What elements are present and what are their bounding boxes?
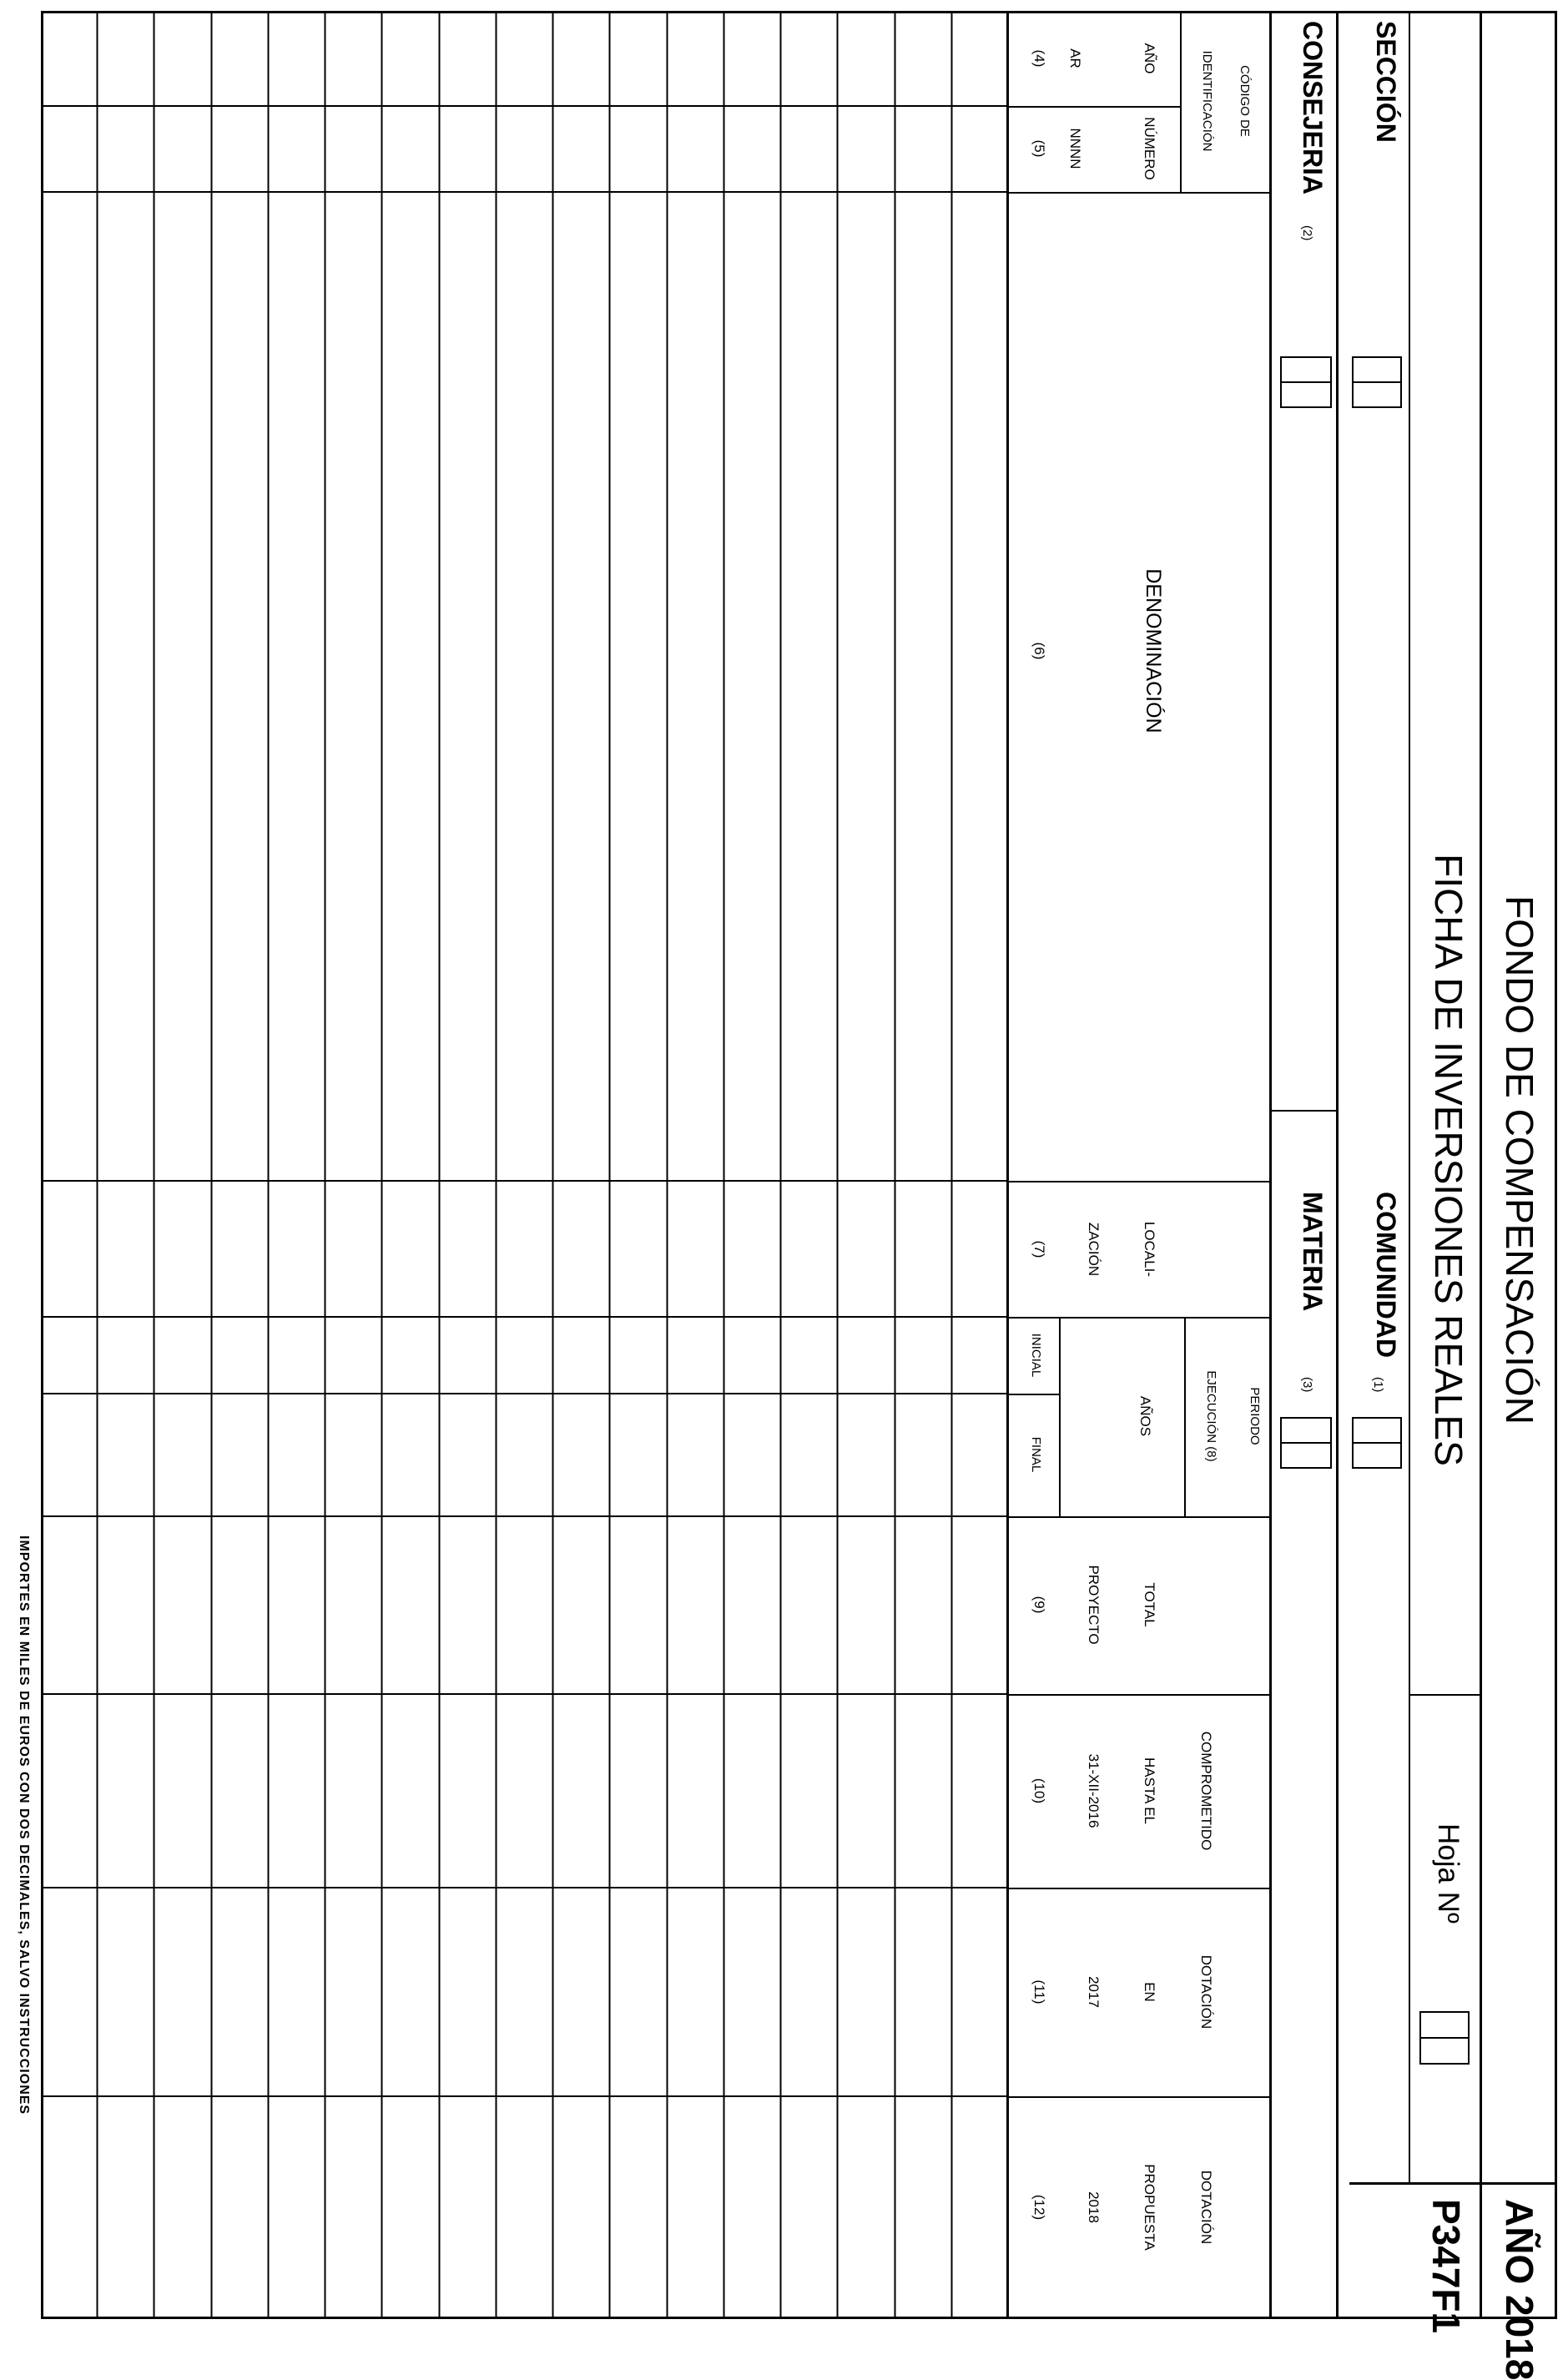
col-inicial: INICIAL [1029,1333,1043,1378]
table-row[interactable] [611,11,668,2319]
col-codigo-1: CÓDIGO DE [1238,65,1252,137]
table-row[interactable] [41,11,98,2319]
col-dotacion-2018-2: PROPUESTA [1142,2164,1157,2251]
col-anio: AÑO [1142,43,1157,74]
col-localizacion-1: LOCALI- [1142,1221,1157,1278]
col-final: FINAL [1029,1436,1043,1473]
consejeria-note: (2) [1300,225,1314,241]
col-comprometido-3: 31-XII-2016 [1086,1753,1102,1828]
table-row[interactable] [839,11,895,2319]
col-nnnn: NNNN [1067,128,1083,169]
comunidad-note: (1) [1371,1377,1385,1393]
table-row[interactable] [952,11,1009,2319]
form-subtitle: FICHA DE INVERSIONES REALES [1427,854,1470,1466]
col-dotacion-2017-3: 2017 [1086,1976,1102,2008]
table-row[interactable] [155,11,212,2319]
table-row[interactable] [724,11,781,2319]
table-row[interactable] [269,11,325,2319]
table-row[interactable] [98,11,154,2319]
table-row[interactable] [440,11,497,2319]
seccion-label: SECCIÓN [1371,21,1401,143]
table-row[interactable] [553,11,610,2319]
col-n5: (5) [1031,139,1047,158]
footer-note: IMPORTES EN MILES DE EUROS CON DOS DECIMALES, SALVO INSTRUCCIONES [17,1535,31,2115]
col-dotacion-2018-3: 2018 [1086,2191,1102,2223]
table-row[interactable] [895,11,952,2319]
consejeria-label: CONSEJERIA [1298,21,1328,195]
col-n12: (12) [1031,2194,1047,2221]
col-total-2: PROYECTO [1086,1565,1102,1645]
col-numero: NÚMERO [1142,117,1157,180]
materia-note: (3) [1300,1377,1314,1393]
table-row[interactable] [212,11,269,2319]
data-table [41,11,1009,2319]
col-ar: AR [1067,48,1083,68]
comunidad-label: COMUNIDAD [1371,1192,1401,1359]
col-n10: (10) [1031,1777,1047,1804]
table-row[interactable] [497,11,553,2319]
col-localizacion-2: ZACIÓN [1086,1222,1102,1277]
col-n11: (11) [1031,1979,1047,2004]
materia-label: MATERIA [1298,1192,1328,1312]
col-total-1: TOTAL [1142,1582,1157,1627]
col-dotacion-2018-1: DOTACIÓN [1198,2170,1214,2245]
table-row[interactable] [668,11,724,2319]
col-periodo-1: PERIODO [1248,1387,1262,1445]
col-codigo-2: IDENTIFICACIÓN [1200,50,1214,152]
col-n9: (9) [1031,1596,1047,1614]
col-n7: (7) [1031,1240,1047,1258]
table-row[interactable] [781,11,838,2319]
form-title: FONDO DE COMPENSACIÓN [1498,895,1541,1424]
col-dotacion-2017-1: DOTACIÓN [1198,1954,1214,2030]
sheet-number-label: Hoja Nº [1432,1823,1465,1924]
col-comprometido-2: HASTA EL [1142,1757,1157,1824]
table-row[interactable] [383,11,440,2319]
col-comprometido-1: COMPROMETIDO [1198,1731,1214,1851]
col-anos: AÑOS [1137,1395,1153,1437]
col-dotacion-2017-2: EN [1142,1982,1157,2002]
year-label: AÑO 2018 [1498,2199,1541,2380]
col-n6: (6) [1031,642,1047,660]
col-periodo-2: EJECUCIÓN (8) [1204,1370,1218,1462]
form-code: P347F1 [1424,2199,1468,2334]
col-denominacion: DENOMINACIÓN [1142,568,1165,734]
col-n4: (4) [1031,49,1047,68]
table-row[interactable] [325,11,382,2319]
